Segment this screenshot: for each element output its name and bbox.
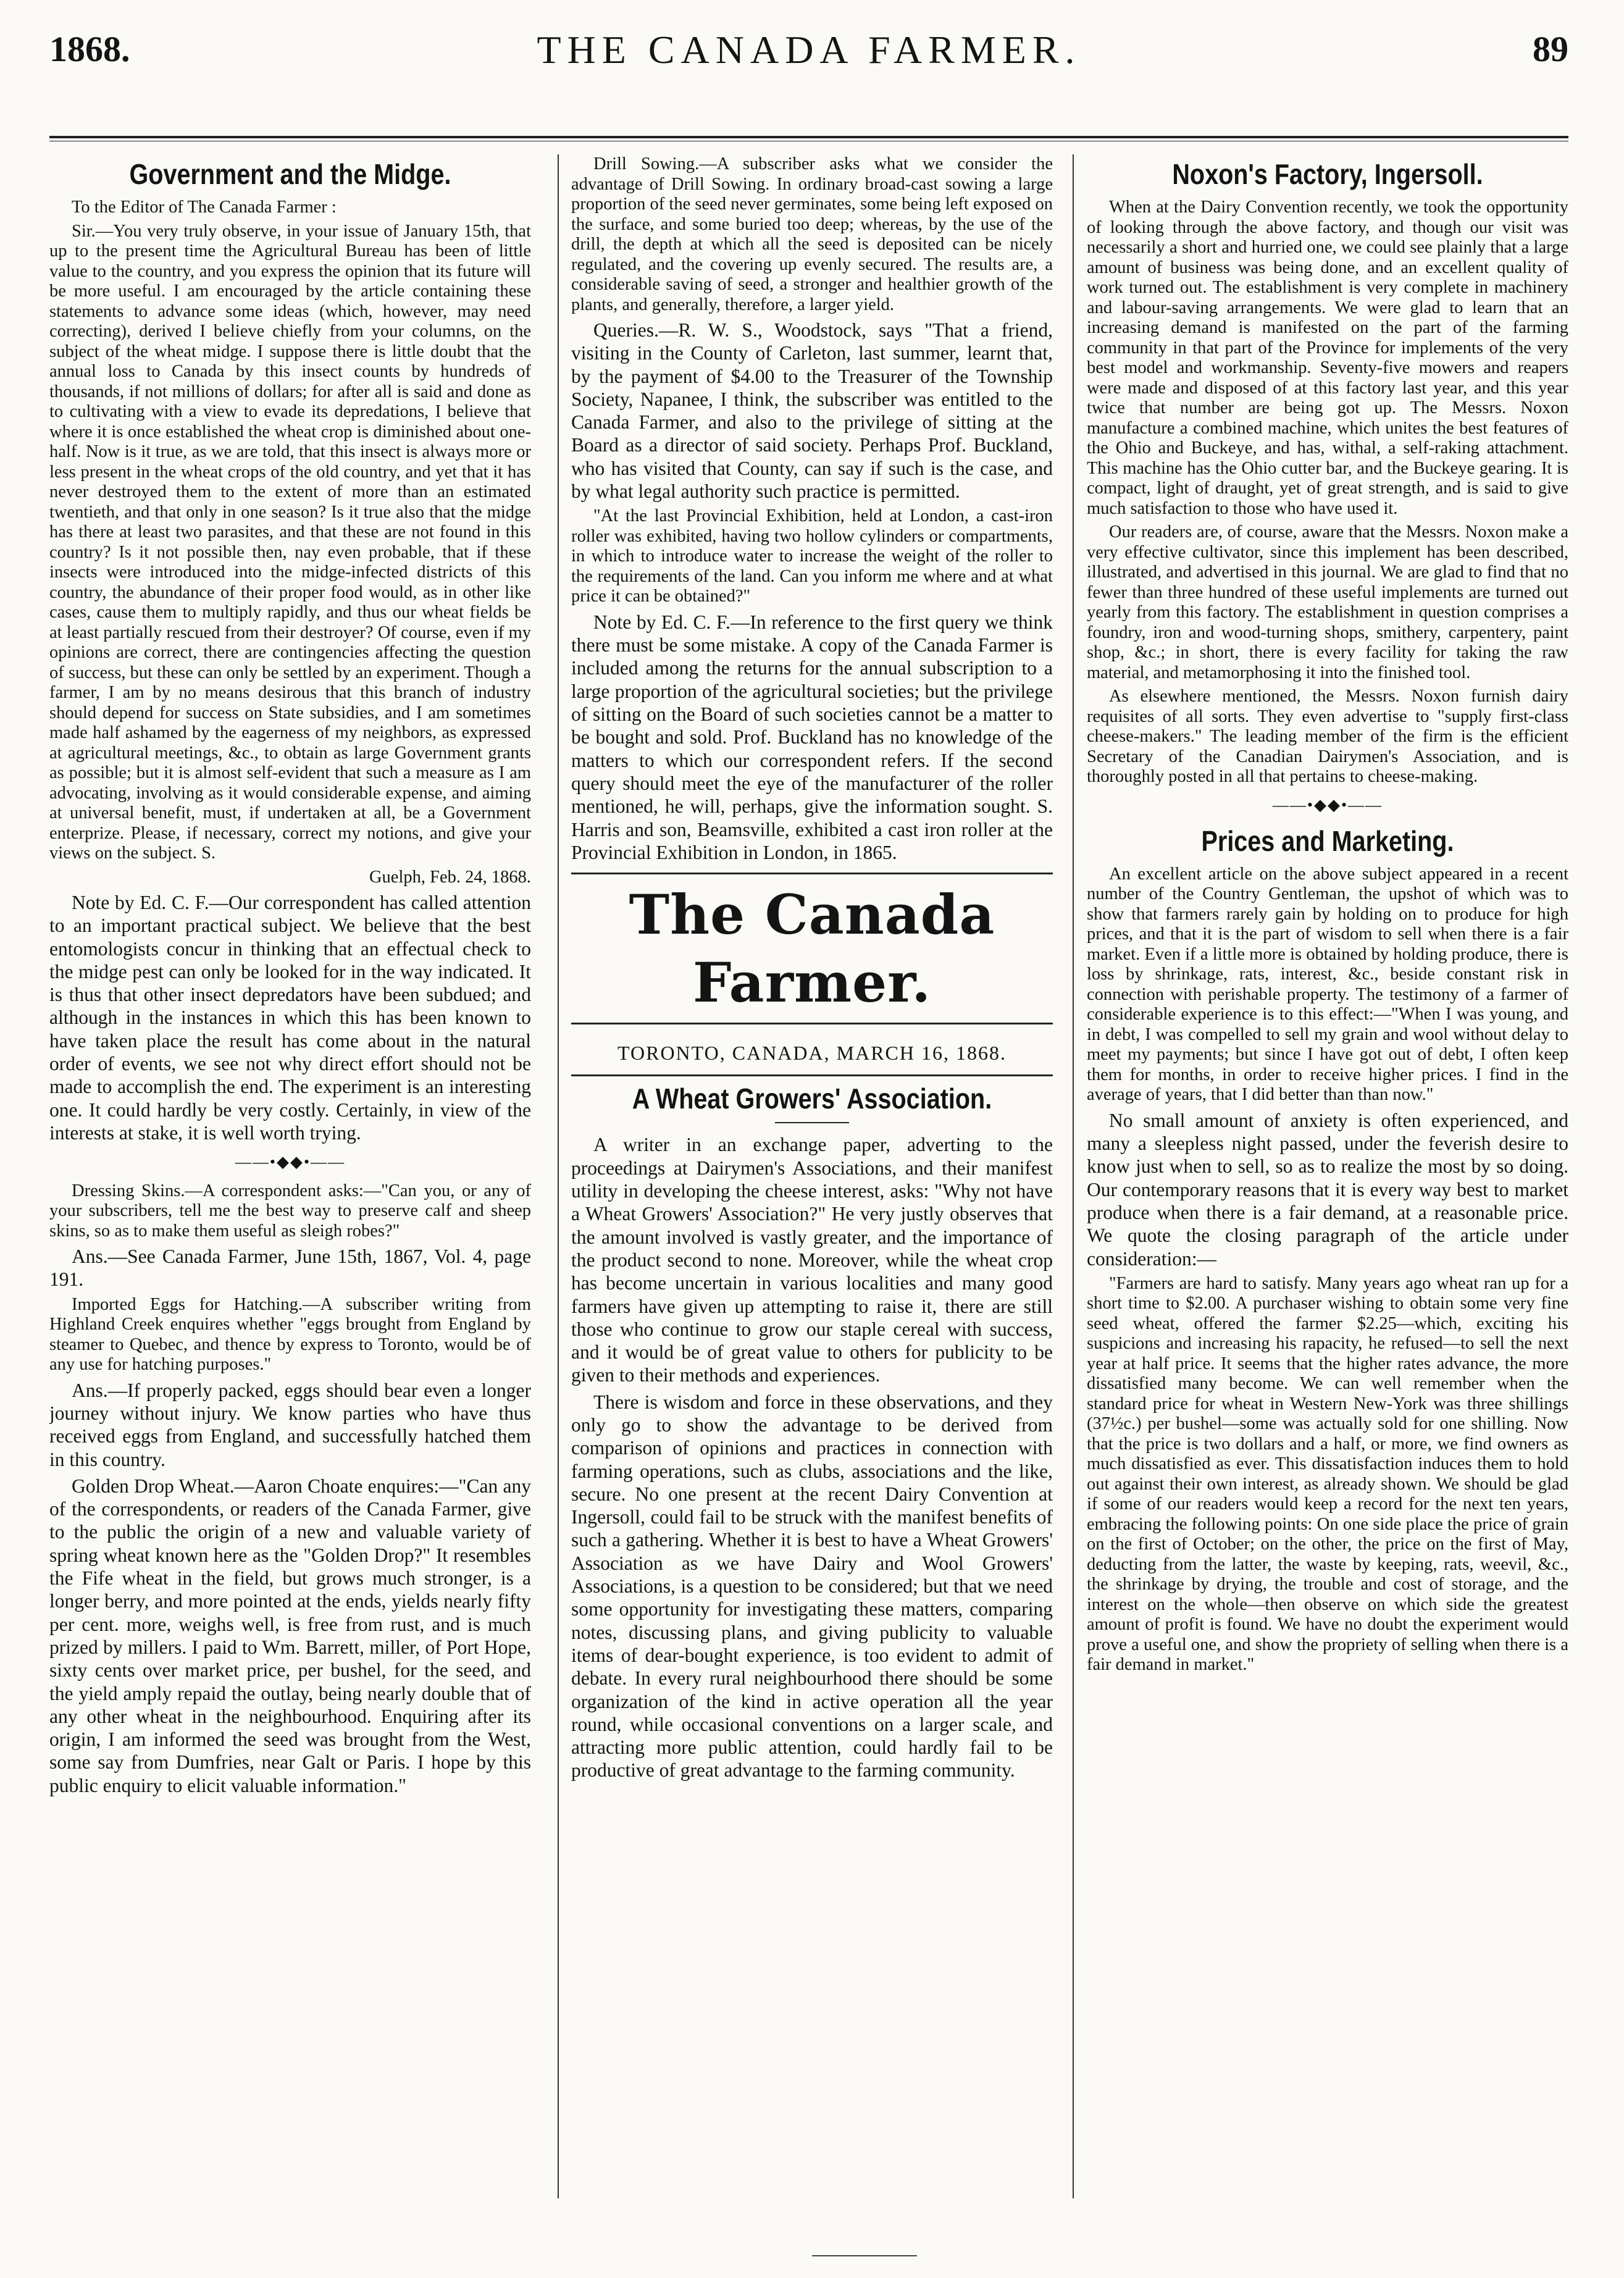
prices-paragraph-2: No small amount of anxiety is often experienced, and many a sleepless night passed, under the feverish desire to know just when to sell, so as to realize the most by so doing. Our contemporary reasons that it is every way best to market produce when there is a fair demand, at a reasonable price. We quote the closing paragraph of the article under consideration:— xyxy=(1087,1109,1568,1270)
header-year: 1868. xyxy=(49,29,130,69)
wheat-growers-paragraph-2: There is wisdom and force in these observations, and they only go to show the advantage to be derived from comparison of opinions and practices in connection with farming operations, such as clubs, associations and the like, secure. No one present at the recent Dairy Convention at Ingersoll, could fail to be struck with the manifest benefits of such a gathering. Whether it is best to have a Wheat Growers' Association as we have Dairy and Wool Growers' Associations, is a question to be considered; but that we need some opportunity for investigating these matters, comparing notes, discussing plans, and giving publicity to valuable items of dear-bought experience, is too evident to admit of debate. In every rural neighbourhood there should be some organization of the kind in active operation all the year round, while occasional conventions on a larger scale, and attracting more public attention, could hardly fail to be productive of great advantage to the farming community. xyxy=(571,1391,1053,1782)
page-header xyxy=(49,23,1568,91)
prices-quotation: "Farmers are hard to satisfy. Many years ago wheat ran up for a short time to $2.00. A purchaser wishing to obtain some very fine seed wheat, offered the farmer $2.25—which, exciting his suspicions and increasing his rapacity, he refused—to sell the next year at half price. It seems that the higher rates advance, the more dissatisfied many become. We can well remember when the standard price for wheat in Western New-York was three shillings (37½c.) per bushel—some was actually sold for one shilling. Now that the price is two dollars and a half, or more, we find owners as much dissatisfied as ever. This dissatisfaction induces them to hold out against their own interest, as already shown. We should be glad if some of our readers would keep a record for the next ten years, embracing the following points: On one side place the price of grain on the first of October; on the other, the price on the first of May, deducting from the latter, the waste by keeping, rats, weevil, &c., the shrinkage by drying, the trouble and cost of storage, and the interest on the whole—then observe on which side the greatest amount of profit is found. We have no doubt the experiment would prove a useful one, and show the propriety of selling when there is a fair demand in market." xyxy=(1087,1273,1568,1675)
column-2 xyxy=(571,154,1053,2198)
masthead-separator xyxy=(571,1074,1053,1076)
answer-dressing-skins: Ans.—See Canada Farmer, June 15th, 1867, Vol. 4, page 191. xyxy=(49,1246,531,1291)
newspaper-title: THE CANADA FARMER. xyxy=(537,28,1081,72)
prices-paragraph-1: An excellent article on the above subject appeared in a recent number of the Country Gentleman, the upshot of which was to show that farmers rarely gain by holding on to produce for high prices, and that it is the part of wisdom to sell when there is a fair market. Even if a little more is obtained by holding produce, there is loss by shrinkage, rats, interest, &c., beside constant risk in connection with perishable property. The testimony of a farmer of considerable experience is to this effect:—"When I was young, and in debt, I was compelled to sell my grain and wool without delay to meet my payments; but since I have got out of debt, I often keep them for months, in order to receive higher prices. I find in the average of years, that I did better than than now." xyxy=(1087,864,1568,1105)
query-dressing-skins: Dressing Skins.—A correspondent asks:—"Can you, or any of your subscribers, tell me the best way to preserve calf and sheep skins, so as to make them useful as sleigh robes?" xyxy=(49,1181,531,1241)
letter-body: Sir.—You very truly observe, in your issue of January 15th, that up to the present time the Agricultural Bureau has been of little value to the country, and you express the opinion that its future will be more useful. I am encouraged by the article containing these statements to advance some ideas (which, however, may need correcting), derived I believe chiefly from your columns, on the subject of the wheat midge. I suppose there is little doubt that the annual loss to Canada by this insect counts by hundreds of thousands, if not millions of dollars; for after all is said and done as to cultivating with a view to evade its depredations, I believe that where it is once established the wheat crop is diminished about one-half. Now is it true, as we are told, that this insect is always more or less present in the wheat crops of the old country, and yet that it has never destroyed them to the extent of more than an estimated twentieth, and that only in one season? Is it true also that the midge has there at least two parasites, and that these are not found in this country? Is it not possible then, nay even probable, that if these insects were introduced into the midge-infected districts of this country, the abundance of their proper food would, as in other like cases, cause them to multiply rapidly, and thus our wheat fields be at least partially rescued from their destroyer? Of course, even if my opinions are correct, there are contingencies affecting the question of success, but these can only be settled by an experiment. Though a farmer, I am by no means desirous that this branch of industry should depend for success on State subsidies, and I am sometimes made half ashamed by the eagerness of my neighbors, as expressed at agricultural meetings, &c., to obtain as large Government grants as possible; but it is almost self-evident that such a measure as I am advocating, involving as it would considerable expense, and aiming at universal benefit, must, if undertaken at all, be a Government enterprize. Please, if necessary, correct my notions, and give your views on the subject. S. xyxy=(49,221,531,863)
column-divider-1 xyxy=(558,154,559,2198)
article-heading-noxon: Noxon's Factory, Ingersoll. xyxy=(1172,158,1483,190)
masthead-dateline: TORONTO, CANADA, MARCH 16, 1868. xyxy=(617,1042,1007,1065)
editor-note-queries: Note by Ed. C. F.—In reference to the first query we think there must be some mistake. A copy of the Canada Farmer is included among the returns for the annual subscription to a large proportion of the agricultural societies; but the privilege of sitting on the Board of such societies cannot be a matter to be bought and sold. Prof. Buckland has no knowledge of the matters to which our correspondent refers. If the second query should meet the eye of the manufacturer of the roller mentioned, he will, perhaps, give the information sought. S. Harris and son, Beamsville, exhibited a cast iron roller at the Provincial Exhibition in London, in 1865. xyxy=(571,611,1053,863)
masthead-box xyxy=(571,873,1053,1024)
column-divider-2 xyxy=(1073,154,1074,2198)
article-heading-wheat-growers: A Wheat Growers' Association. xyxy=(632,1082,992,1115)
column-1 xyxy=(49,154,531,2198)
answer-imported-eggs: Ans.—If properly packed, eggs should bear even a longer journey without injury. We know parties who have thus received eggs from England, and successfully hatched them in this country. xyxy=(49,1379,531,1470)
noxon-paragraph-3: As elsewhere mentioned, the Messrs. Noxon furnish dairy requisites of all sorts. They even advertise to "supply first-class cheese-makers." The leading member of the firm is the efficient Secretary of the Canadian Dairymen's Association, and is thoroughly posted in all that pertains to cheese-making. xyxy=(1087,687,1568,786)
article-heading-prices: Prices and Marketing. xyxy=(1201,824,1454,857)
heading-underline xyxy=(775,1122,849,1123)
footer-rule xyxy=(812,2255,917,2256)
query-imported-eggs: Imported Eggs for Hatching.—A subscriber writing from Highland Creek enquires whether "eggs brought from England by steamer to Quebec, and thence by express to Toronto, would be of any use for hatching purposes." xyxy=(49,1294,531,1375)
salutation: To the Editor of The Canada Farmer : xyxy=(72,198,337,217)
queries-paragraph: Queries.—R. W. S., Woodstock, says "That a friend, visiting in the County of Carleton, last summer, learnt that, by the payment of $4.00 to the Treasurer of the Township Society, Napanee, I think, the subscriber was entitled to the Canada Farmer, and also to the privilege of sitting at the Board as a director of said society. Perhaps Prof. Buckland, who has visited that County, can say if such is the case, and by what legal authority such practice is permitted. xyxy=(571,319,1053,503)
section-ornament-2: ——•◆◆•—— xyxy=(1272,795,1383,814)
roller-query-paragraph: "At the last Provincial Exhibition, held at London, a cast-iron roller was exhibited, having two hollow cylinders or compartments, in which to introduce water to increase the weight of the roller to the requirements of the land. Can you inform me where and at what price it can be obtained?" xyxy=(571,506,1053,606)
noxon-paragraph-2: Our readers are, of course, aware that the Messrs. Noxon make a very effective cultivator, since this implement has been described, illustrated, and advertised in this journal. We are glad to find that no fewer than three hundred of these useful implements are turned out yearly from this factory. The establishment in question comprises a foundry, iron and wood-turning shops, smithery, carpentery, paint shop, &c.; in short, there is every facility for taking the raw material, and metamorphosing it into the finished tool. xyxy=(1087,522,1568,682)
column-3 xyxy=(1087,154,1568,2198)
masthead-title: The Canada Farmer. xyxy=(629,882,995,1015)
drill-sowing-paragraph: Drill Sowing.—A subscriber asks what we consider the advantage of Drill Sowing. In ordinary broad-cast sowing a large proportion of the seed never germinates, some being left exposed on the surface, and some buried too deep; whereas, by the use of the drill, the depth at which all the seed is deposited can be nicely regulated, and the covering up evenly secured. The results are, a considerable saving of seed, a stronger and healthier growth of the plants, and generally, therefore, a larger yield. xyxy=(571,154,1053,314)
header-rule xyxy=(49,136,1568,138)
section-ornament: ——•◆◆•—— xyxy=(235,1153,346,1171)
editor-note-midge: Note by Ed. C. F.—Our correspondent has called attention to an important practical subject. We believe that the best entomologists concur in thinking that an effectual check to the midge pest can only be looked for in the way indicated. It is thus that other insect depredators have been subdued; and although in the instances in which this has been known to have taken place the result has come about in the natural order of events, we see not why direct effort should not be made to accomplish the end. The experiment is an interesting one. It could hardly be very costly. Certainly, in view of the interests at stake, it is well worth trying. xyxy=(49,892,531,1144)
wheat-growers-paragraph-1: A writer in an exchange paper, adverting to the proceedings at Dairymen's Associations, and their manifest utility in developing the cheese interest, asks: "Why not have a Wheat Growers' Association?" He very justly observes that the amount involved is vastly greater, and the importance of the product second to none. Moreover, while the wheat crop has become uncertain in various localities and many good farmers have given up attempting to raise it, there are still those who continue to grow our staple cereal with success, and it would be of great value to others for publicity to be given to their methods and experiences. xyxy=(571,1134,1053,1386)
noxon-paragraph-1: When at the Dairy Convention recently, we took the opportunity of looking through the above factory, and though our visit was necessarily a short and hurried one, we could see plainly that a large amount of business was being done, and an excellent quality of work turned out. The establishment is very complete in machinery and labour-saving arrangements. We were glad to learn that an increasing demand is manifested on the part of the farming community in that part of the Province for implements of the very best model and workmanship. Seventy-five mowers and reapers were made and disposed of at this factory last year, and this year twice that number are being got up. The Messrs. Noxon manufacture a combined machine, which unites the best features of the Ohio and Buckeye, and has, withal, a self-raking attachment. This machine has the Ohio cutter bar, and the Buckeye gearing. It is compact, light of draught, yet of great strength, and is said to give much satisfaction to those who have used it. xyxy=(1087,198,1568,518)
article-heading-midge: Government and the Midge. xyxy=(129,158,451,190)
page-number: 89 xyxy=(1533,29,1568,69)
letter-dateline: Guelph, Feb. 24, 1868. xyxy=(369,867,531,887)
query-golden-drop-wheat: Golden Drop Wheat.—Aaron Choate enquires:—"Can any of the correspondents, or readers of the Canada Farmer, give to the public the origin of a new and valuable variety of spring wheat known here as the "Golden Drop?" It resembles the Fife wheat in the field, but grows much stronger, is a longer berry, and more pointed at the ends, yields nearly fifty per cent. more, weighs well, is free from rust, and is much prized by millers. I paid to Wm. Barrett, miller, of Port Hope, sixty cents over market price, per bushel, for the seed, and the yield amply repaid the outlay, being nearly double that of any other wheat in the neighbourhood. Enquiring after its origin, I am informed the seed was brought from the West, some say from Dumfries, near Galt or Paris. I hope by this public enquiry to elicit valuable information." xyxy=(49,1475,531,1796)
